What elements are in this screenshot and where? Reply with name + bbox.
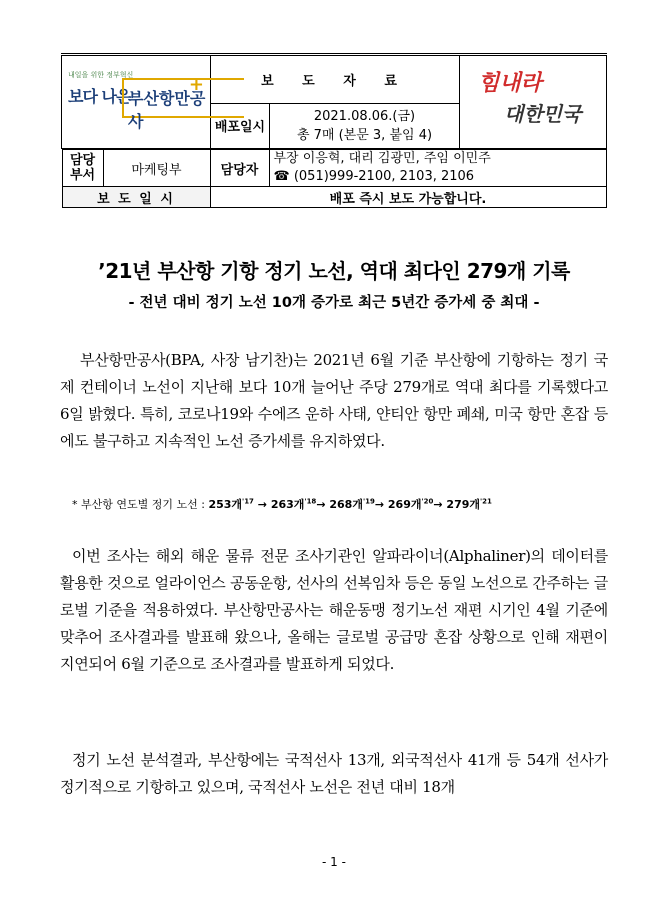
note-value-2020: 269개 xyxy=(387,498,422,511)
note-prefix: * 부산항 연도별 정기 노선 : xyxy=(72,498,205,511)
logo-tagline: 내일을 위한 정부혁신 xyxy=(68,71,134,79)
note-value-2017: 253개 xyxy=(208,498,243,511)
route-count-note: * 부산항 연도별 정기 노선 : 253개$^{'17}$ → 263개$^{'18}$→ 268개$^{'19}$→ 269개$^{'20}$→ 279개$^{'21}$ xyxy=(72,497,492,511)
person-label: 담당자 xyxy=(210,150,269,187)
logo-slogan: 보다 나은 xyxy=(68,87,131,106)
contact-persons: 부장 이응혁, 대리 김광민, 주임 이민주 xyxy=(273,151,491,166)
note-value-2019: 268개 xyxy=(329,498,363,511)
page-number: - 1 - xyxy=(322,855,346,869)
release-label: 배포일시 xyxy=(211,103,270,148)
press-release-header xyxy=(61,53,607,208)
embargo-label: 보 도 일 시 xyxy=(62,187,210,208)
page-count: 총 7매 (본문 3, 붙임 4) xyxy=(296,127,433,143)
bpa-logo xyxy=(62,55,211,149)
release-info xyxy=(270,103,460,148)
headline: ’21년 부산항 기항 정기 노선, 역대 최다인 279개 기록 xyxy=(98,259,570,283)
slogan-line1: 힘내라 xyxy=(478,71,542,96)
contact-info xyxy=(269,150,606,187)
logo-org-name: 부산항만공사 xyxy=(128,89,206,131)
document-title: 보 도 자 료 xyxy=(211,55,460,104)
slogan-line2: 대한민국 xyxy=(504,102,582,126)
paragraph-2: 이번 조사는 해외 해운 물류 전문 조사기관인 알파라이너(Alphaliner)의 데이터를 활용한 것으로 얼라이언스 공동운항, 선사의 선복임차 등은 동일 노선으로 간주하는 글로벌 기준을 적용하였다. 부산항만공사는 해운동맹 정기노선 재편 시기인 4월 기준에 맞추어 조사결과를 발표해 왔으나, 올해는 글로벌 공급망 혼잡 상황으로 인해 재편이 지연되어 6월 기준으로 조사결과를 발표하게 되었다. xyxy=(60,547,608,673)
embargo-text: 배포 즉시 보도 가능합니다. xyxy=(210,187,606,208)
subheadline: - 전년 대비 정기 노선 10개 증가로 최근 5년간 증가세 중 최대 - xyxy=(128,295,540,311)
plus-icon: + xyxy=(188,74,204,95)
note-value-2018: 263개 xyxy=(270,498,305,511)
contact-table xyxy=(62,149,607,208)
dept-label: 담당 부서 xyxy=(62,150,103,187)
paragraph-1: 부산항만공사(BPA, 사장 남기찬)는 2021년 6월 기준 부산항에 기항하는 정기 국제 컨테이너 노선이 지난해 보다 10개 늘어난 주당 279개로 역대 최다를 기록했다고 6일 밝혔다. 특히, 코로나19와 수에즈 운하 사태, 얀티안 항만 폐쇄, 미국 항만 혼잡 등에도 불구하고 지속적인 노선 증가세를 유지하였다. xyxy=(60,351,608,450)
release-date: 2021.08.06.(금) xyxy=(313,108,416,124)
note-value-2021: 279개 xyxy=(446,498,481,511)
paragraph-3: 정기 노선 분석결과, 부산항에는 국적선사 13개, 외국적선사 41개 등 54개 선사가 정기적으로 기항하고 있으며, 국적선사 노선은 전년 대비 18개 xyxy=(60,751,608,796)
dept-name: 마케팅부 xyxy=(103,150,210,187)
contact-phone: ☎ (051)999-2100, 2103, 2106 xyxy=(273,169,475,184)
slogan-logo xyxy=(460,55,607,149)
